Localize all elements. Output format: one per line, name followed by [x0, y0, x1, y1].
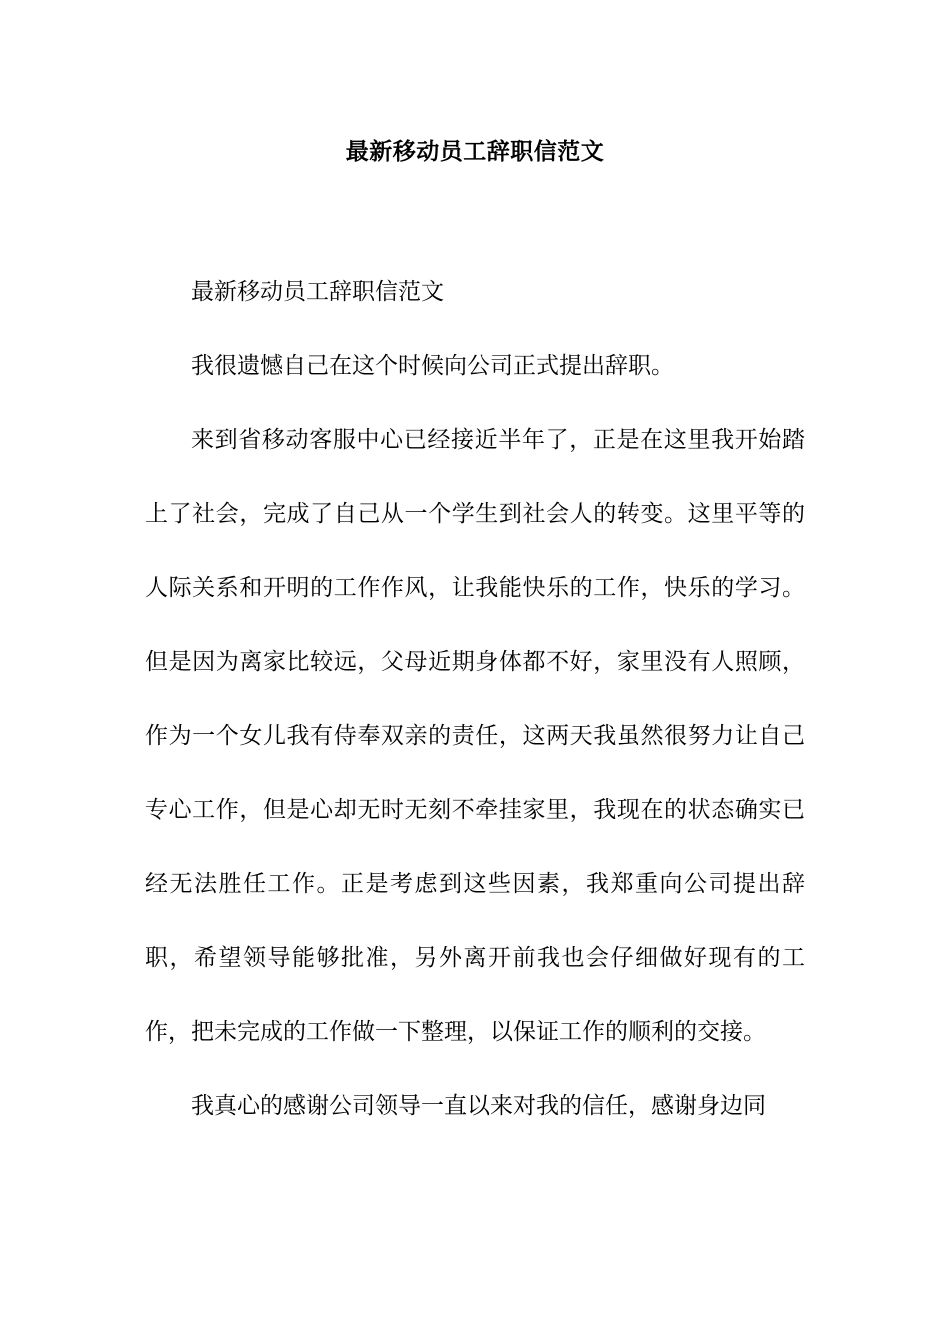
document-body — [145, 255, 805, 1143]
document-title: 最新移动员工辞职信范文 — [345, 138, 605, 165]
paragraph-thanks: 我真心的感谢公司领导一直以来对我的信任，感谢身边同 — [191, 1093, 766, 1119]
paragraph-subtitle: 最新移动员工辞职信范文 — [191, 279, 444, 305]
paragraph-intro: 我很遗憾自己在这个时候向公司正式提出辞职。 — [191, 353, 674, 379]
paragraph-reason: 来到省移动客服中心已经接近半年了，正是在这里我开始踏上了社会，完成了自己从一个学生到社会人的转变。这里平等的人际关系和开明的工作作风，让我能快乐的工作，快乐的学习。但是因为离家比较远，父母近期身体都不好，家里没有人照顾，作为一个女儿我有侍奉双亲的责任，这两天我虽然很努力让自己专心工作，但是心却无时无刻不牵挂家里，我现在的状态确实已经无法胜任工作。正是考虑到这些因素，我郑重向公司提出辞职，希望领导能够批准，另外离开前我也会仔细做好现有的工作，把未完成的工作做一下整理，以保证工作的顺利的交接。 — [145, 427, 805, 1045]
